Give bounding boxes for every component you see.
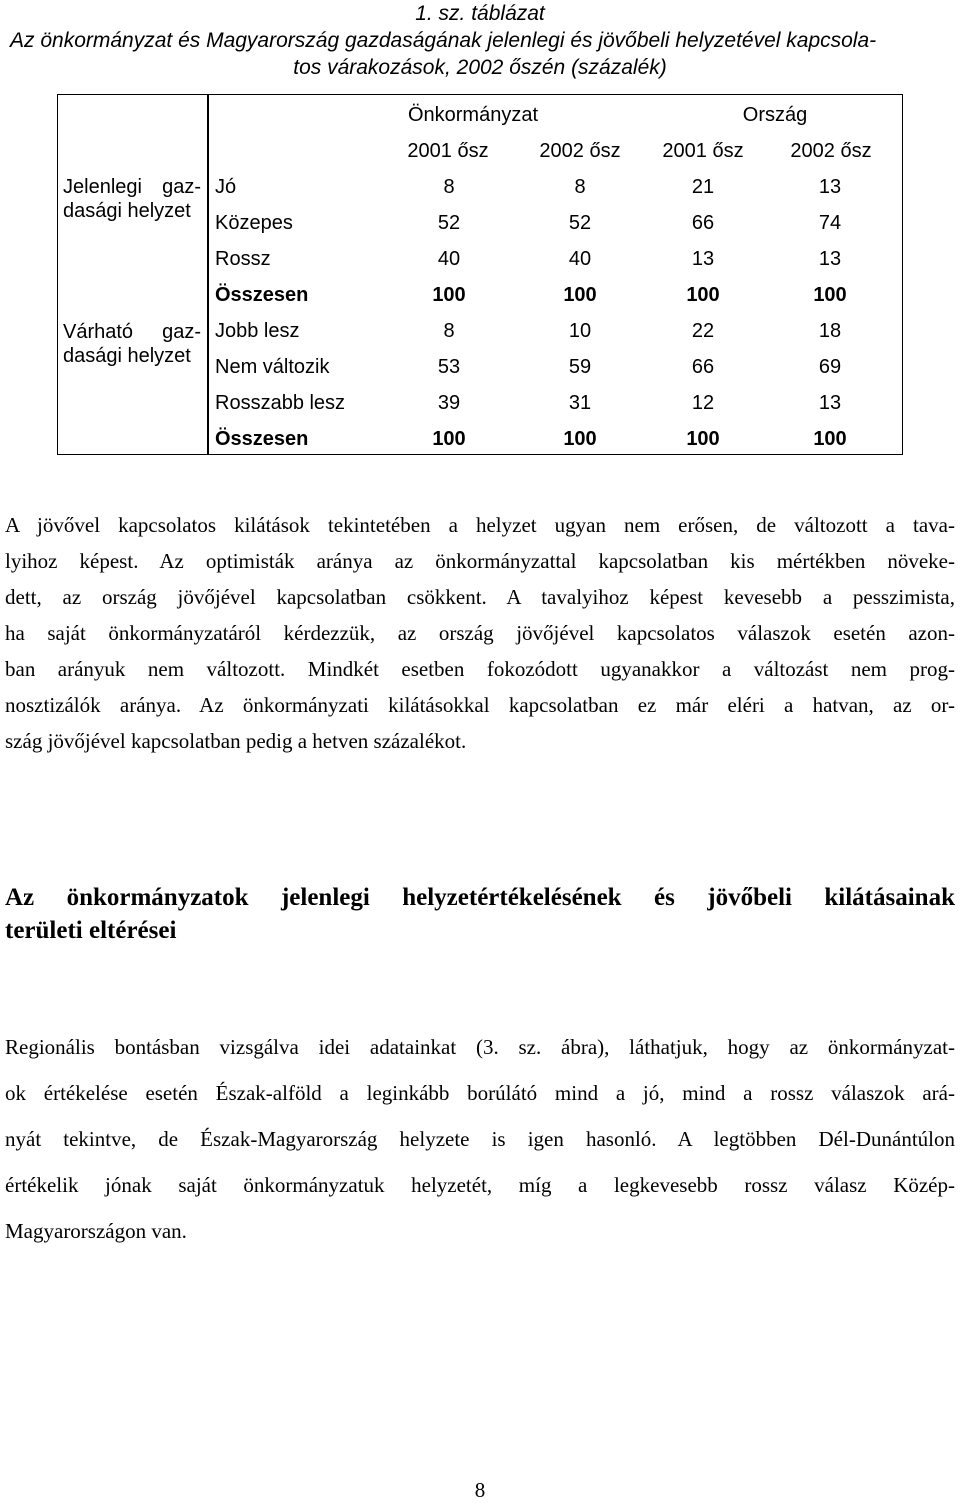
row-label: Jó	[215, 176, 237, 198]
table-cell: 13	[818, 176, 842, 198]
row-label: Jobb lesz	[215, 320, 300, 342]
table-cell: 100	[563, 428, 597, 450]
row-label: Nem változik	[215, 356, 330, 378]
table-cell: 74	[818, 212, 842, 234]
section-label-jelenlegi: Jelenlegi gaz- dasági helyzet	[63, 176, 201, 222]
table-cell: 40	[437, 248, 461, 270]
table-cell: 100	[813, 284, 847, 306]
table-cell: 8	[574, 176, 586, 198]
table-cell: 21	[691, 176, 715, 198]
table-cell: 22	[691, 320, 715, 342]
table-cell: 100	[686, 428, 720, 450]
table-cell: 66	[691, 356, 715, 378]
table-caption	[0, 0, 960, 81]
caption-line: tos várakozások, 2002 őszén (százalék)	[293, 56, 667, 79]
table-cell: 69	[818, 356, 842, 378]
col-header: 2001 ősz	[662, 140, 744, 162]
table-cell: 53	[437, 356, 461, 378]
body-paragraph: Regionális bontásban vizsgálva idei adatainkat (3. sz. ábra), láthatjuk, hogy az önkormányzat- ok értékelése esetén Észak-alföld a leginkább borúlátó mind a jó, mind a rossz válaszok ará- nyát tekintve, de Észak-Magyarország helyzete is igen hasonló. A legtöbben Dél-Dunántúlon értékelik jónak saját önkormányzatuk helyzetét, míg a legkevesebb rossz válasz Közép- Magyarországon van.	[5, 1035, 955, 1243]
table-cell: 10	[568, 320, 592, 342]
table-cell: 66	[691, 212, 715, 234]
table-cell: 31	[568, 392, 592, 414]
table-cell: 8	[443, 320, 455, 342]
section-heading: Az önkormányzatok jelenlegi helyzetértékelésének és jövőbeli kilátásainak területi eltérései	[5, 884, 955, 944]
row-label: Összesen	[215, 284, 309, 306]
table-cell: 100	[563, 284, 597, 306]
table-cell: 100	[813, 428, 847, 450]
col-header: 2001 ősz	[407, 140, 489, 162]
group-header-orszag: Ország	[742, 104, 808, 126]
table-cell: 39	[437, 392, 461, 414]
table-cell: 52	[437, 212, 461, 234]
group-header-onkormanyzat: Önkormányzat	[407, 104, 539, 126]
table-cell: 59	[568, 356, 592, 378]
page-number: 8	[474, 1478, 486, 1502]
table-cell: 100	[686, 284, 720, 306]
table-cell: 100	[432, 284, 466, 306]
table-cell: 40	[568, 248, 592, 270]
caption-line: Az önkormányzat és Magyarország gazdaságának jelenlegi és jövőbeli helyzetével kapcsola-	[10, 29, 877, 52]
table-cell: 8	[443, 176, 455, 198]
table-cell: 100	[432, 428, 466, 450]
col-header: 2002 ősz	[790, 140, 872, 162]
table-cell: 18	[818, 320, 842, 342]
table-divider	[207, 94, 209, 455]
table-cell: 12	[691, 392, 715, 414]
section-label-varhato: Várható gaz- dasági helyzet	[63, 321, 201, 367]
body-paragraph: A jövővel kapcsolatos kilátások tekintetében a helyzet ugyan nem erősen, de változott a tava- lyihoz képest. Az optimisták aránya az önkormányzattal kapcsolatban kis mértékben növeke- dett, az ország jövőjével kapcsolatban csökkent. A tavalyihoz képest kevesebb a pesszimista, ha saját önkormányzatáról kérdezzük, az ország jövőjével kapcsolatos válaszok esetén azon- ban arányuk nem változott. Mindkét esetben fokozódott ugyanakkor a változást nem prog- nosztizálók aránya. Az önkormányzati kilátásokkal kapcsolatban ez már eléri a hatvan, az or- szág jövőjével kapcsolatban pedig a hetven százalékot.	[5, 513, 955, 753]
table-cell: 52	[568, 212, 592, 234]
row-label: Rossz	[215, 248, 271, 270]
col-header: 2002 ősz	[539, 140, 621, 162]
row-label: Összesen	[215, 428, 309, 450]
table-cell: 13	[818, 248, 842, 270]
table-cell: 13	[691, 248, 715, 270]
row-label: Közepes	[215, 212, 293, 234]
table-cell: 13	[818, 392, 842, 414]
caption-title: 1. sz. táblázat	[415, 2, 545, 25]
row-label: Rosszabb lesz	[215, 392, 346, 414]
